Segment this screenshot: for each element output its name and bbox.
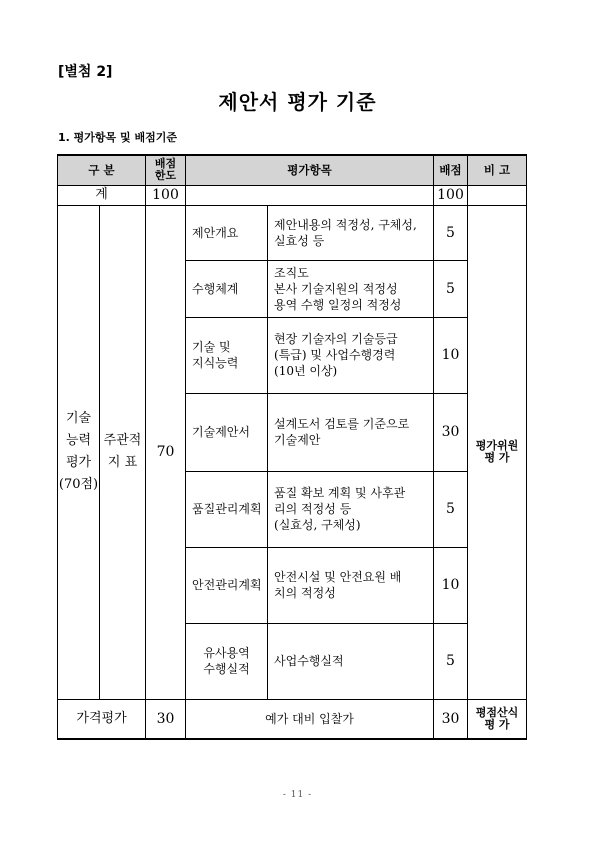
item-name: 기술 및 지식능력 bbox=[186, 317, 268, 393]
total-remarks-empty bbox=[468, 185, 527, 205]
price-eval-score: 30 bbox=[434, 699, 468, 739]
item-name: 품질관리계획 bbox=[186, 471, 268, 547]
item-score: 10 bbox=[434, 317, 468, 393]
tech-row-1 bbox=[58, 205, 527, 260]
item-name: 제안개요 bbox=[186, 205, 268, 260]
item-criteria: 품질 확보 계획 및 사후관 리의 적정성 등 (실효성, 구체성) bbox=[268, 471, 434, 547]
item-criteria: 설계도서 검토를 기준으로 기술제안 bbox=[268, 393, 434, 471]
total-items-empty bbox=[186, 185, 434, 205]
item-name: 유사용역 수행실적 bbox=[186, 623, 268, 699]
item-score: 10 bbox=[434, 547, 468, 623]
total-row bbox=[58, 185, 527, 205]
price-eval-label: 가격평가 bbox=[58, 699, 146, 739]
item-score: 5 bbox=[434, 471, 468, 547]
item-score: 30 bbox=[434, 393, 468, 471]
price-eval-limit: 30 bbox=[146, 699, 186, 739]
evaluation-table bbox=[57, 154, 527, 740]
item-score: 5 bbox=[434, 205, 468, 260]
price-row bbox=[58, 699, 527, 739]
price-eval-criteria: 예가 대비 입찰가 bbox=[186, 699, 434, 739]
item-name: 안전관리계획 bbox=[186, 547, 268, 623]
item-criteria: 조직도 본사 기술지원의 적정성 용역 수행 일정의 적정성 bbox=[268, 260, 434, 317]
header-score: 배점 bbox=[434, 155, 468, 185]
page-number: - 11 - bbox=[282, 790, 313, 800]
tech-eval-label: 기술 능력 평가 (70점) bbox=[58, 205, 100, 699]
section-heading: 1. 평가항목 및 배점기준 bbox=[58, 131, 177, 144]
price-eval-remark: 평점산식 평 가 bbox=[468, 699, 527, 739]
attachment-label: [별첨 2] bbox=[58, 64, 113, 80]
header-category: 구 분 bbox=[58, 155, 146, 185]
header-row bbox=[58, 155, 527, 185]
item-criteria: 현장 기술자의 기술등급 (특급) 및 사업수행경력 (10년 이상) bbox=[268, 317, 434, 393]
item-criteria: 안전시설 및 안전요원 배 치의 적정성 bbox=[268, 547, 434, 623]
tech-eval-remark: 평가위원 평 가 bbox=[468, 205, 527, 699]
tech-eval-sublabel: 주관적 지 표 bbox=[100, 205, 146, 699]
total-label: 계 bbox=[58, 185, 146, 205]
header-items: 평가항목 bbox=[186, 155, 434, 185]
header-remarks: 비 고 bbox=[468, 155, 527, 185]
document-title: 제안서 평가 기준 bbox=[218, 90, 377, 114]
header-limit: 배점 한도 bbox=[146, 155, 186, 185]
item-criteria: 제안내용의 적정성, 구체성, 실효성 등 bbox=[268, 205, 434, 260]
tech-eval-limit: 70 bbox=[146, 205, 186, 699]
item-name: 기술제안서 bbox=[186, 393, 268, 471]
total-score: 100 bbox=[434, 185, 468, 205]
item-name: 수행체계 bbox=[186, 260, 268, 317]
item-criteria: 사업수행실적 bbox=[268, 623, 434, 699]
item-score: 5 bbox=[434, 623, 468, 699]
total-limit: 100 bbox=[146, 185, 186, 205]
item-score: 5 bbox=[434, 260, 468, 317]
